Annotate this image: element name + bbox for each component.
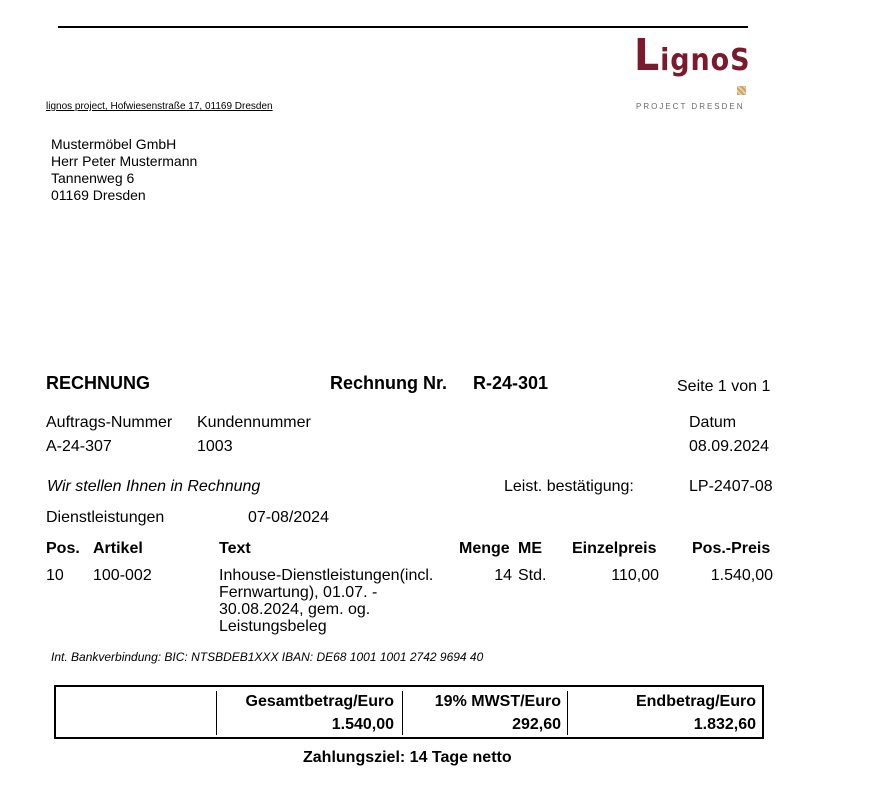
- gross-total: 1.832,60: [693, 716, 756, 733]
- recipient-person: Herr Peter Mustermann: [51, 153, 198, 169]
- page-indicator: Seite 1 von 1: [677, 378, 771, 395]
- invoice-number: R-24-301: [473, 373, 549, 393]
- totals-divider: [402, 691, 403, 735]
- totals-divider: [216, 691, 217, 735]
- column-header-text: Text: [219, 540, 251, 557]
- logo-subtitle: PROJECT DRESDEN: [636, 102, 745, 111]
- document-title: RECHNUNG: [46, 373, 151, 393]
- row-quantity: 14: [494, 567, 512, 584]
- service-label: Dienstleistungen: [46, 509, 165, 526]
- net-total: 1.540,00: [331, 716, 394, 733]
- logo-word: ignoS: [660, 43, 751, 78]
- row-unit-price: 110,00: [611, 567, 659, 584]
- net-total-label: Gesamtbetrag/Euro: [245, 693, 394, 710]
- order-number: A-24-307: [46, 438, 112, 455]
- company-logo: [634, 30, 751, 81]
- column-header-position-price: Pos.-Preis: [692, 540, 771, 557]
- vat-label: 19% MWST/Euro: [434, 693, 561, 710]
- column-header-unit: ME: [518, 540, 542, 557]
- row-text-line: Leistungsbeleg: [219, 618, 327, 635]
- bank-details: Int. Bankverbindung: BIC: NTSBDEB1XXX IBAN: DE68 1001 1001 2742 9694 40: [51, 650, 484, 664]
- recipient-street: Tannenweg 6: [51, 170, 135, 186]
- service-confirmation: LP-2407-08: [689, 478, 773, 495]
- intro-text: Wir stellen Ihnen in Rechnung: [47, 478, 261, 495]
- top-rule: [58, 26, 748, 28]
- column-header-quantity: Menge: [459, 540, 510, 557]
- payment-terms: Zahlungsziel: 14 Tage netto: [303, 749, 512, 766]
- vat-amount: 292,60: [512, 716, 561, 733]
- column-header-article: Artikel: [93, 540, 143, 557]
- row-unit: Std.: [518, 567, 547, 584]
- invoice-date: 08.09.2024: [689, 438, 770, 455]
- customer-number: 1003: [197, 438, 233, 455]
- gross-total-label: Endbetrag/Euro: [635, 693, 756, 710]
- row-text: [219, 567, 433, 635]
- date-label: Datum: [689, 414, 737, 431]
- order-number-label: Auftrags-Nummer: [46, 414, 173, 431]
- row-text-line: Inhouse-Dienstleistungen(incl.: [219, 567, 434, 584]
- sender-line: lignos project, Hofwiesenstraße 17, 01169 Dresden: [46, 101, 273, 112]
- customer-number-label: Kundennummer: [197, 414, 311, 431]
- row-pos: 10: [46, 567, 64, 584]
- row-article: 100-002: [93, 567, 152, 584]
- totals-divider: [567, 691, 568, 735]
- invoice-number-label: Rechnung Nr.: [330, 373, 448, 393]
- logo-initial: L: [634, 30, 661, 81]
- service-period: 07-08/2024: [248, 509, 329, 526]
- logo-accent-square: [737, 86, 746, 95]
- column-header-unit-price: Einzelpreis: [572, 540, 657, 557]
- row-position-price: 1.540,00: [710, 567, 773, 584]
- totals-box: [54, 685, 764, 739]
- recipient-company: Mustermöbel GmbH: [51, 136, 177, 152]
- column-header-pos: Pos.: [46, 540, 80, 557]
- row-text-line: Fernwartung), 01.07. -: [219, 584, 378, 601]
- row-text-line: 30.08.2024, gem. og.: [219, 601, 371, 618]
- recipient-city: 01169 Dresden: [51, 187, 146, 203]
- service-confirmation-label: Leist. bestätigung:: [504, 478, 634, 495]
